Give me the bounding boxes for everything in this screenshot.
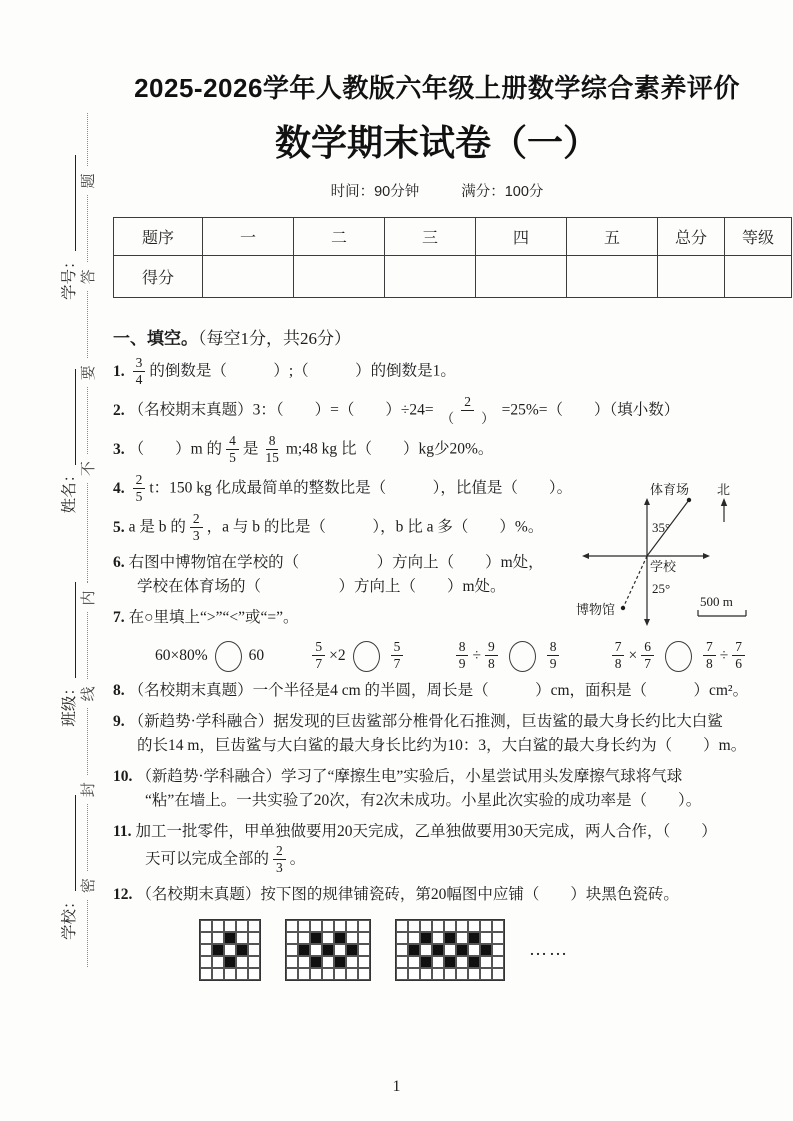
fraction: $\frac{2}{3}$ bbox=[190, 511, 203, 543]
black-tile bbox=[456, 944, 468, 956]
black-tile bbox=[408, 944, 420, 956]
question-text: 加工一批零件，甲单独做要用20天完成，乙单独做要用30天完成，两人合作，（ ） bbox=[135, 823, 717, 841]
score-cell bbox=[567, 256, 658, 298]
white-tile bbox=[224, 968, 236, 980]
white-tile bbox=[420, 920, 432, 932]
white-tile bbox=[346, 932, 358, 944]
question-text: 天可以完成全部的 bbox=[145, 850, 270, 868]
question-number: 9. bbox=[113, 713, 125, 731]
stadium-label: 体育场 bbox=[650, 482, 690, 497]
white-tile bbox=[492, 944, 504, 956]
tile-figure-1 bbox=[199, 919, 261, 981]
question-4 bbox=[113, 473, 589, 505]
white-tile bbox=[432, 968, 444, 980]
white-tile bbox=[408, 920, 420, 932]
field-student-id-blank bbox=[60, 156, 76, 252]
seal-char: 封 bbox=[80, 782, 97, 798]
white-tile bbox=[200, 944, 212, 956]
white-tile bbox=[396, 944, 408, 956]
seal-line-segment bbox=[87, 483, 88, 583]
score-cell bbox=[203, 256, 294, 298]
black-tile bbox=[310, 932, 322, 944]
question-text: （名校期末真题）一个半径是4 cm 的半圆，周长是（ ）cm，面积是（ ）cm²。 bbox=[128, 682, 749, 700]
tile-figure-3 bbox=[395, 919, 505, 981]
white-tile bbox=[358, 968, 370, 980]
angle-25-label: 25° bbox=[652, 581, 671, 596]
black-tile bbox=[334, 932, 346, 944]
tile-pattern-row bbox=[145, 919, 761, 981]
white-tile bbox=[322, 932, 334, 944]
black-tile bbox=[322, 944, 334, 956]
score-row-label: 得分 bbox=[114, 256, 203, 298]
time-limit: 时间：90分钟 bbox=[330, 184, 420, 200]
full-score: 满分：100分 bbox=[461, 184, 544, 200]
question-text: ，a 与 b 的比是（ ），b 比 a 多（ ）%。 bbox=[206, 518, 544, 536]
seal-line-segment bbox=[87, 291, 88, 358]
white-tile bbox=[286, 968, 298, 980]
score-table-header: 四 bbox=[476, 218, 567, 256]
angle-35-label: 35° bbox=[652, 520, 671, 535]
comparison-1 bbox=[155, 641, 264, 672]
white-tile bbox=[468, 968, 480, 980]
field-name-blank bbox=[60, 369, 76, 465]
museum-label: 博物馆 bbox=[576, 602, 616, 617]
answer-circle bbox=[665, 641, 692, 672]
white-tile bbox=[444, 920, 456, 932]
question-number: 8. bbox=[113, 682, 125, 700]
white-tile bbox=[334, 944, 346, 956]
black-tile bbox=[224, 932, 236, 944]
black-tile bbox=[236, 944, 248, 956]
operator: ÷ bbox=[719, 647, 729, 665]
score-table-score-row bbox=[114, 256, 792, 298]
answer-circle bbox=[215, 641, 242, 672]
scale-label: 500 m bbox=[700, 594, 733, 609]
white-tile bbox=[286, 920, 298, 932]
black-tile bbox=[334, 956, 346, 968]
white-tile bbox=[212, 968, 224, 980]
black-tile bbox=[212, 944, 224, 956]
black-tile bbox=[468, 956, 480, 968]
score-cell bbox=[476, 256, 567, 298]
white-tile bbox=[248, 932, 260, 944]
question-text: “粘”在墙上。一共实验了20次，有2次未成功。小星此次实验的成功率是（ ）。 bbox=[145, 792, 702, 810]
score-table bbox=[113, 217, 792, 298]
fraction: $\frac{8}{9}$ bbox=[456, 639, 469, 671]
white-tile bbox=[408, 968, 420, 980]
fraction: $\frac{2}{3}$ bbox=[273, 843, 286, 875]
fraction: $\frac{7}{6}$ bbox=[732, 639, 745, 671]
seal-line-segment bbox=[87, 900, 88, 967]
black-tile bbox=[310, 956, 322, 968]
white-tile bbox=[298, 968, 310, 980]
question-text: 学校在体育场的（ ）方向上（ ）m处。 bbox=[137, 578, 506, 596]
answer-circle bbox=[353, 641, 380, 672]
white-tile bbox=[310, 968, 322, 980]
black-tile bbox=[346, 944, 358, 956]
white-tile bbox=[334, 968, 346, 980]
white-tile bbox=[310, 944, 322, 956]
white-tile bbox=[420, 944, 432, 956]
white-tile bbox=[456, 932, 468, 944]
fraction: $\frac{7}{8}$ bbox=[703, 639, 716, 671]
black-tile bbox=[298, 944, 310, 956]
fraction: 8 9 bbox=[547, 639, 560, 671]
white-tile bbox=[200, 968, 212, 980]
question-10 bbox=[113, 765, 761, 813]
operator: ×2 bbox=[329, 647, 346, 665]
black-tile bbox=[444, 932, 456, 944]
score-cell bbox=[294, 256, 385, 298]
question-text: 的长14 m，巨齿鲨与大白鲨的最大身长比约为10：3，大白鲨的最大身长约为（ ）m。 bbox=[137, 737, 747, 755]
white-tile bbox=[480, 956, 492, 968]
white-tile bbox=[444, 944, 456, 956]
main-content bbox=[113, 0, 774, 981]
seal-char: 密 bbox=[80, 878, 97, 894]
question-3 bbox=[113, 434, 761, 466]
seal-line-segment bbox=[87, 804, 88, 871]
comparison-3 bbox=[452, 640, 564, 672]
fraction: $\frac{2}{5}$ bbox=[133, 472, 146, 504]
page-number: 1 bbox=[392, 1078, 401, 1095]
score-table-header: 三 bbox=[385, 218, 476, 256]
white-tile bbox=[358, 920, 370, 932]
white-tile bbox=[444, 968, 456, 980]
question-text: （ ）m 的 bbox=[128, 440, 223, 458]
white-tile bbox=[322, 968, 334, 980]
white-tile bbox=[236, 956, 248, 968]
white-tile bbox=[224, 944, 236, 956]
white-tile bbox=[468, 920, 480, 932]
question-number: 11. bbox=[113, 823, 132, 841]
white-tile bbox=[286, 932, 298, 944]
question-text: 在○里填上“>”“<”或“=”。 bbox=[128, 609, 299, 627]
comparison-2 bbox=[308, 640, 407, 672]
white-tile bbox=[248, 956, 260, 968]
white-tile bbox=[480, 968, 492, 980]
score-cell bbox=[658, 256, 725, 298]
white-tile bbox=[200, 956, 212, 968]
field-school-label: 学校： bbox=[61, 893, 78, 940]
question-8 bbox=[113, 679, 761, 703]
fraction: 2 （ ） bbox=[440, 394, 495, 426]
question-1 bbox=[113, 356, 761, 388]
comparison-4 bbox=[608, 640, 749, 672]
white-tile bbox=[358, 944, 370, 956]
fraction: $\frac{5}{7}$ bbox=[312, 639, 325, 671]
white-tile bbox=[298, 920, 310, 932]
question-number: 4. bbox=[113, 479, 125, 497]
white-tile bbox=[200, 932, 212, 944]
question-number: 10. bbox=[113, 768, 133, 786]
question-text: （名校期末真题）按下图的规律铺瓷砖，第20幅图中应铺（ ）块黑色瓷砖。 bbox=[136, 886, 679, 904]
white-tile bbox=[322, 920, 334, 932]
seal-char: 线 bbox=[80, 686, 97, 702]
seal-line-segment bbox=[87, 708, 88, 775]
score-cell bbox=[385, 256, 476, 298]
white-tile bbox=[236, 968, 248, 980]
seal-line bbox=[76, 106, 98, 974]
score-table-header: 一 bbox=[203, 218, 294, 256]
white-tile bbox=[298, 956, 310, 968]
seal-line-segment bbox=[87, 612, 88, 679]
score-table-header-row bbox=[114, 218, 792, 256]
question-2 bbox=[113, 395, 761, 427]
white-tile bbox=[298, 932, 310, 944]
section-note: （每空1分，共26分） bbox=[198, 329, 351, 348]
question-12 bbox=[113, 883, 761, 981]
field-class-label: 班级： bbox=[61, 680, 78, 727]
question-text: 是 bbox=[242, 440, 259, 458]
score-table-header: 等级 bbox=[725, 218, 792, 256]
comparison-right: 60 bbox=[248, 647, 265, 665]
question-7 bbox=[113, 606, 761, 672]
score-table-header: 总分 bbox=[658, 218, 725, 256]
question-11 bbox=[113, 820, 761, 876]
question-text: t：150 kg 化成最简单的整数比是（ ），比值是（ ）。 bbox=[149, 479, 573, 497]
question-text: a 是 b 的 bbox=[128, 518, 186, 536]
white-tile bbox=[456, 920, 468, 932]
white-tile bbox=[286, 956, 298, 968]
white-tile bbox=[396, 932, 408, 944]
white-tile bbox=[212, 956, 224, 968]
white-tile bbox=[480, 932, 492, 944]
white-tile bbox=[396, 956, 408, 968]
white-tile bbox=[346, 956, 358, 968]
white-tile bbox=[456, 956, 468, 968]
question-text: 。 bbox=[289, 850, 306, 868]
black-tile bbox=[444, 956, 456, 968]
field-school-blank bbox=[60, 795, 76, 891]
question-text: （新趋势·学科融合）据发现的巨齿鲨部分椎骨化石推测，巨齿鲨的最大身长约比大白鲨 bbox=[128, 713, 723, 731]
fraction: $\frac{7}{8}$ bbox=[612, 639, 625, 671]
seal-line-segment bbox=[87, 195, 88, 262]
exam-subtitle: 2025-2026学年人教版六年级上册数学综合素养评价 bbox=[134, 73, 740, 103]
white-tile bbox=[492, 920, 504, 932]
white-tile bbox=[236, 920, 248, 932]
field-student-id-label: 学号： bbox=[61, 253, 78, 301]
black-tile bbox=[224, 956, 236, 968]
comparison-left: 60×80% bbox=[155, 647, 208, 665]
question-number: 2. bbox=[113, 401, 125, 419]
black-tile bbox=[420, 956, 432, 968]
comparison-row bbox=[137, 640, 761, 672]
fraction: $\frac{4}{5}$ bbox=[226, 433, 239, 465]
north-label: 北 bbox=[717, 482, 731, 497]
tile-figure-2 bbox=[285, 919, 371, 981]
white-tile bbox=[492, 932, 504, 944]
white-tile bbox=[322, 956, 334, 968]
white-tile bbox=[334, 920, 346, 932]
score-table-header: 二 bbox=[294, 218, 385, 256]
white-tile bbox=[432, 932, 444, 944]
question-number: 6. bbox=[113, 554, 125, 572]
black-tile bbox=[420, 932, 432, 944]
question-number: 3. bbox=[113, 440, 125, 458]
score-cell bbox=[725, 256, 792, 298]
white-tile bbox=[212, 932, 224, 944]
fraction: 5 7 bbox=[391, 639, 404, 671]
white-tile bbox=[200, 920, 212, 932]
black-tile bbox=[432, 944, 444, 956]
white-tile bbox=[248, 968, 260, 980]
seal-line-segment bbox=[87, 113, 88, 167]
seal-char: 题 bbox=[80, 173, 97, 189]
question-text: （名校期末真题）3：（ ）=（ ）÷24= bbox=[128, 401, 434, 419]
white-tile bbox=[358, 956, 370, 968]
seal-char: 不 bbox=[80, 461, 97, 477]
question-number: 1. bbox=[113, 362, 125, 380]
field-name-label: 姓名： bbox=[61, 466, 78, 514]
seal-line-segment bbox=[87, 387, 88, 454]
white-tile bbox=[432, 920, 444, 932]
white-tile bbox=[248, 944, 260, 956]
exam-title: 数学期末试卷（一） bbox=[274, 122, 599, 163]
section-one-heading bbox=[113, 324, 761, 349]
question-text: m;48 kg 比（ ）kg少20%。 bbox=[285, 440, 494, 458]
white-tile bbox=[358, 932, 370, 944]
school-label: 学校 bbox=[650, 559, 677, 574]
white-tile bbox=[456, 968, 468, 980]
white-tile bbox=[492, 968, 504, 980]
white-tile bbox=[480, 920, 492, 932]
question-text: 的倒数是（ ）;（ ）的倒数是1。 bbox=[149, 362, 456, 380]
seal-char: 要 bbox=[80, 365, 97, 381]
white-tile bbox=[492, 956, 504, 968]
fraction: $\frac{8}{15}$ bbox=[265, 433, 279, 465]
white-tile bbox=[346, 968, 358, 980]
question-number: 7. bbox=[113, 609, 125, 627]
ellipsis: …… bbox=[529, 939, 569, 960]
white-tile bbox=[224, 920, 236, 932]
fraction: $\frac{9}{8}$ bbox=[485, 639, 498, 671]
white-tile bbox=[432, 956, 444, 968]
operator: ÷ bbox=[472, 647, 481, 665]
score-table-header: 题序 bbox=[114, 218, 203, 256]
exam-meta bbox=[113, 180, 761, 201]
question-5 bbox=[113, 512, 589, 544]
white-tile bbox=[396, 920, 408, 932]
white-tile bbox=[468, 944, 480, 956]
black-tile bbox=[480, 944, 492, 956]
answer-circle bbox=[509, 641, 536, 672]
white-tile bbox=[212, 920, 224, 932]
question-number: 12. bbox=[113, 886, 133, 904]
question-6 bbox=[113, 551, 589, 599]
seal-char: 内 bbox=[80, 590, 97, 606]
fraction: $\frac{6}{7}$ bbox=[641, 639, 654, 671]
question-text: （新趋势·学科融合）学习了“摩擦生电”实验后，小星尝试用头发摩擦气球将气球 bbox=[136, 768, 683, 786]
operator: × bbox=[628, 647, 638, 665]
white-tile bbox=[396, 968, 408, 980]
white-tile bbox=[346, 920, 358, 932]
white-tile bbox=[420, 968, 432, 980]
white-tile bbox=[310, 920, 322, 932]
question-number: 5. bbox=[113, 518, 125, 536]
black-tile bbox=[468, 932, 480, 944]
fraction: $\frac{3}{4}$ bbox=[133, 355, 146, 387]
seal-char: 答 bbox=[80, 269, 97, 285]
white-tile bbox=[408, 956, 420, 968]
white-tile bbox=[286, 944, 298, 956]
question-text: 右图中博物馆在学校的（ ）方向上（ ）m处， bbox=[128, 554, 544, 572]
question-9 bbox=[113, 710, 761, 758]
white-tile bbox=[236, 932, 248, 944]
score-table-header: 五 bbox=[567, 218, 658, 256]
field-class-blank bbox=[60, 582, 76, 678]
white-tile bbox=[248, 920, 260, 932]
white-tile bbox=[408, 932, 420, 944]
section-title: 一、填空。 bbox=[113, 329, 198, 348]
question-text: =25%=（ ）（填小数） bbox=[501, 401, 680, 419]
